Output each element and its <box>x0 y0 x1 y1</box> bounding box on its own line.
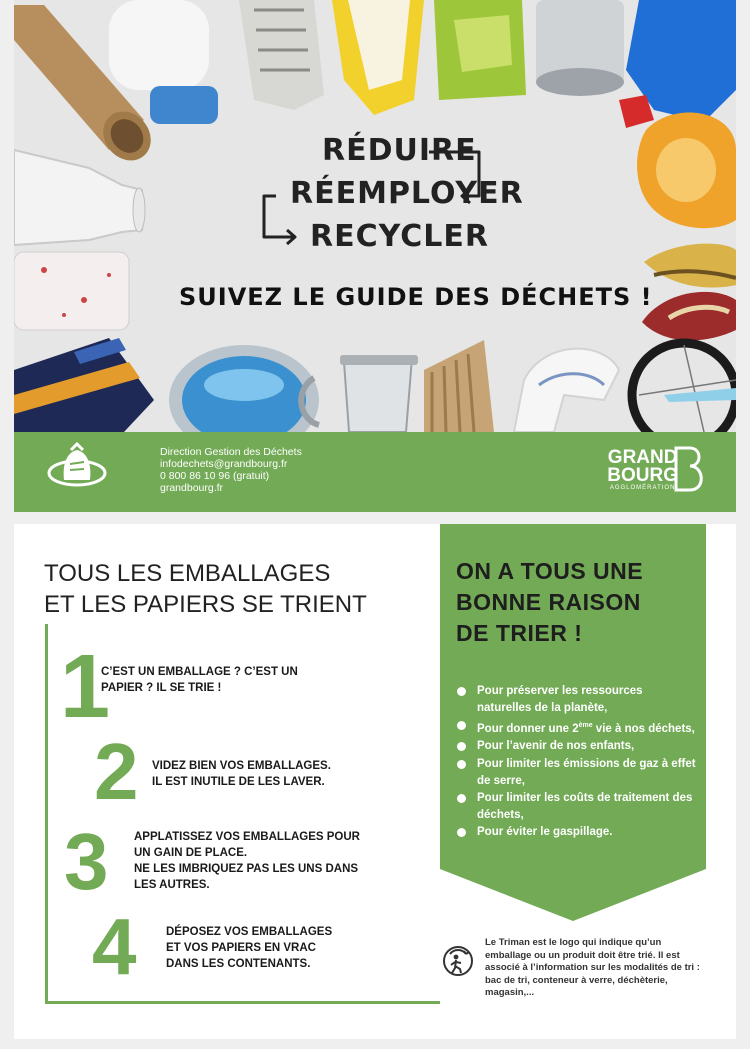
waste-objects-illustration <box>14 0 736 432</box>
brand-line-2: BOURG <box>607 465 678 486</box>
bullet-icon <box>457 687 466 696</box>
reason-text: Pour préserver les ressources naturelles de la planète, <box>477 685 643 715</box>
step-number-4: 4 <box>92 902 137 991</box>
green-border-horizontal <box>45 1001 440 1004</box>
bullet-icon <box>457 721 466 730</box>
step-2-line-2: IL EST INUTILE DE LES LAVER. <box>152 776 325 788</box>
juice-carton-image <box>434 0 526 100</box>
step-text-1 <box>101 664 298 696</box>
headline-recycler: RECYCLER <box>310 219 489 254</box>
cardboard-image <box>424 340 494 432</box>
sorting-title-line-1: TOUS LES EMBALLAGES <box>44 560 331 587</box>
step-3-line-4: LES AUTRES. <box>134 879 210 891</box>
bullet-icon <box>457 760 466 769</box>
reason-text: Pour donner une 2 <box>477 723 579 736</box>
headline-reemployer: RÉEMPLOYER <box>290 176 524 211</box>
glass-jar-image <box>14 252 129 330</box>
step-number-3: 3 <box>64 817 109 906</box>
step-3-line-2: UN GAIN DE PLACE. <box>134 847 248 859</box>
step-4-line-2: ET VOS PAPIERS EN VRAC <box>166 942 316 954</box>
contact-phone[interactable]: 0 800 86 10 96 (gratuit) <box>160 470 270 482</box>
bullet-icon <box>457 742 466 751</box>
cover-footer <box>14 432 736 512</box>
waste-guide-logo <box>44 442 110 500</box>
brand-line-3: AGGLOMÉRATION <box>609 485 676 491</box>
reason-item <box>456 824 696 841</box>
bullet-icon <box>457 828 466 837</box>
orange-peel-image <box>637 113 736 229</box>
step-3-line-3: NE LES IMBRIQUEZ PAS LES UNS DANS <box>134 863 359 875</box>
reason-item <box>456 717 696 738</box>
apple-peel-image <box>642 292 736 341</box>
reason-text: Pour limiter les émissions de gaz à effet de serre, <box>477 757 696 787</box>
can-image <box>536 0 624 96</box>
step-4-line-1: DÉPOSEZ VOS EMBALLAGES <box>166 926 333 938</box>
reason-text-after: vie à nos déchets, <box>592 723 695 736</box>
step-number-2: 2 <box>94 727 139 816</box>
reason-item <box>456 738 696 755</box>
paint-can-image <box>169 345 319 432</box>
reason-item <box>456 683 696 717</box>
step-3-line-1: APPLATISSEZ VOS EMBALLAGES POUR <box>134 831 360 843</box>
yellow-tray-image <box>332 0 424 115</box>
reasons-title-line-2: BONNE RAISON <box>456 589 641 615</box>
green-border-vertical <box>45 624 48 1004</box>
newspaper-image <box>239 0 324 110</box>
headline-reduire: RÉDUIRE <box>322 133 477 168</box>
reasons-title-line-3: DE TRIER ! <box>456 620 583 646</box>
bicycle-wheel-image <box>632 343 736 432</box>
reasons-title-line-1: ON A TOUS UNE <box>456 558 644 584</box>
step-text-3 <box>134 829 360 893</box>
step-4-line-3: DANS LES CONTENANTS. <box>166 958 311 970</box>
banana-peel-image <box>644 244 736 288</box>
step-1-line-1: C’EST UN EMBALLAGE ? C’EST UN <box>101 666 298 678</box>
sorting-title-line-2: ET LES PAPIERS SE TRIENT <box>44 591 367 618</box>
step-text-4 <box>166 924 332 972</box>
contact-website[interactable]: grandbourg.fr <box>160 482 224 494</box>
bullet-icon <box>457 794 466 803</box>
brand-line-1: GRAND <box>607 447 678 468</box>
reasons-list <box>456 683 696 842</box>
slogan: SUIVEZ LE GUIDE DES DÉCHETS ! <box>179 283 653 311</box>
reason-text: Pour limiter les coûts de traitement des déchets, <box>477 792 693 822</box>
reason-text: Pour l’avenir de nos enfants, <box>477 740 635 753</box>
grand-bourg-logo-icon <box>672 444 708 494</box>
reason-superscript: ème <box>578 722 593 730</box>
broken-dish-image <box>514 349 619 432</box>
cover-card <box>14 0 736 512</box>
step-2-line-1: VIDEZ BIEN VOS EMBALLAGES. <box>152 760 331 772</box>
step-1-line-2: PAPIER ? IL SE TRIE ! <box>101 682 222 694</box>
reason-text: Pour éviter le gaspillage. <box>477 826 613 839</box>
contact-department: Direction Gestion des Déchets <box>160 446 302 458</box>
step-text-2 <box>152 758 331 790</box>
contact-info <box>160 446 302 494</box>
glass-bottle-image <box>14 150 145 245</box>
triman-logo-icon <box>441 944 475 978</box>
reason-item <box>456 790 696 824</box>
info-card <box>14 524 736 1039</box>
sorting-title <box>44 558 367 620</box>
contact-email[interactable]: infodechets@grandbourg.fr <box>160 458 288 470</box>
brand-wordmark <box>607 448 678 491</box>
reason-item <box>456 756 696 790</box>
blender-jug-image <box>301 355 418 432</box>
sock-image <box>14 338 154 432</box>
step-number-1: 1 <box>60 637 111 737</box>
reasons-title <box>456 556 643 649</box>
triman-note: Le Triman est le logo qui indique qu’un emballage ou un produit doit être trié. Il est associé à l’information sur les modalités de tri : bac de tri, conteneur à verre, déchèterie, magasin,... <box>485 937 700 999</box>
detergent-bottle-image <box>619 0 736 128</box>
